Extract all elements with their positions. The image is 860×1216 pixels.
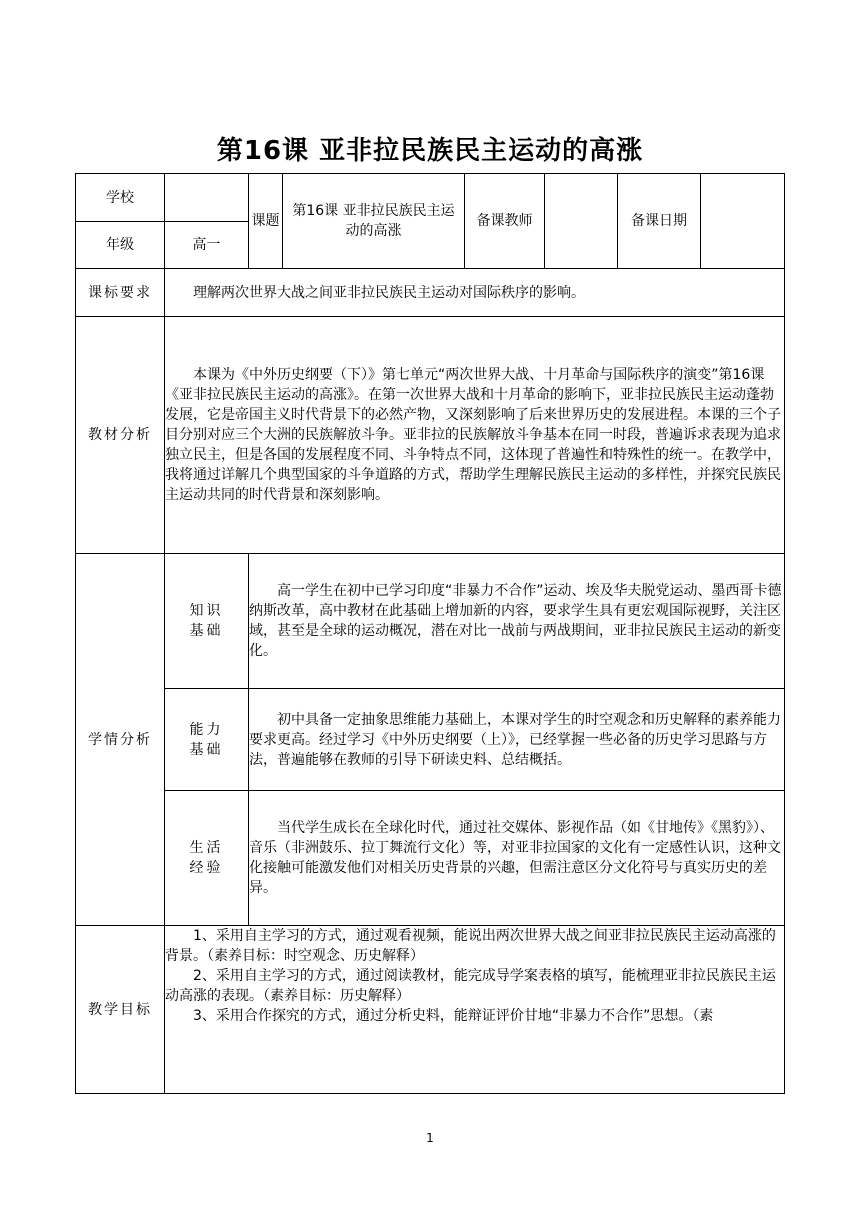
date-label: 备课日期: [618, 174, 701, 269]
curriculum-row: [76, 269, 785, 317]
topic-value: 第16课 亚非拉民族民主运动的高涨: [283, 174, 465, 269]
objectives-label: 教学目标: [76, 926, 165, 1094]
curriculum-label: 课标要求: [76, 269, 165, 317]
school-value: [165, 174, 249, 222]
grade-value: 高一: [165, 222, 249, 269]
students-label: 学情分析: [76, 554, 165, 926]
page-number: 1: [426, 1131, 434, 1145]
students-text-knowledge-cell: [249, 554, 785, 689]
curriculum-text: 理解两次世界大战之间亚非拉民族民主运动对国际秩序的影响。: [193, 284, 585, 301]
sub-line-2: 基础: [189, 741, 224, 758]
objective-item: 2、采用自主学习的方式，通过阅读教材，能完成导学案表格的填写，能梳理亚非拉民族民主运动高涨的表现。（素养目标：历史解释）: [165, 968, 776, 1004]
school-label: 学校: [76, 174, 165, 222]
objectives-row: [76, 926, 785, 1094]
students-text-ability: 初中具备一定抽象思维能力基础上，本课对学生的时空观念和历史解释的素养能力要求更高。经过学习《中外历史纲要（上）》，已经掌握一些必备的历史学习思路与方法，普遍能够在教师的引导下研读史料、总结概括。: [249, 711, 781, 768]
date-value: [701, 174, 785, 269]
lesson-plan-table: [75, 173, 785, 1094]
students-text-life: 当代学生成长在全球化时代，通过社交媒体、影视作品（如《甘地传》《黑豹》）、音乐（非洲鼓乐、拉丁舞流行文化）等，对亚非拉国家的文化有一定感性认识，这种文化接触可能激发他们对相关历史背景的兴趣，但需注意区分文化符号与真实历史的差异。: [249, 820, 781, 896]
textbook-cell: [165, 317, 785, 554]
objectives-cell: [165, 926, 785, 1094]
header-row-school: [76, 174, 785, 222]
topic-label: 课题: [249, 174, 283, 269]
sub-line-1: 生活: [189, 840, 224, 856]
students-row-knowledge: [76, 554, 785, 689]
objective-item: 1、采用自主学习的方式，通过观看视频，能说出两次世界大战之间亚非拉民族民主运动高涨的背景。（素养目标：时空观念、历史解释）: [165, 928, 776, 964]
sub-line-2: 基础: [189, 623, 224, 639]
objective-item: 3、采用合作探究的方式，通过分析史料，能辩证评价甘地“非暴力不合作”思想。（素: [193, 1008, 714, 1024]
textbook-row: [76, 317, 785, 554]
curriculum-cell: [165, 269, 785, 317]
textbook-text: 本课为《中外历史纲要（下）》第七单元“两次世界大战、十月革命与国际秩序的演变”第16课《亚非拉民族民主运动的高涨》。在第一次世界大战和十月革命的影响下，亚非拉民族民主运动蓬勃发展，它是帝国主义时代背景下的必然产物，又深刻影响了后来世界历史的发展进程。本课的三个子目分别对应三个大洲的民族解放斗争。亚非拉的民族解放斗争基本在同一时段，普遍诉求表现为追求独立民主，但是各国的发展程度不同、斗争特点不同，这体现了普遍性和特殊性的统一。在教学中，我将通过详解几个典型国家的斗争道路的方式，帮助学生理解民族民主运动的多样性，并探究民族民主运动共同的时代背景和深刻影响。: [165, 367, 781, 503]
grade-label: 年级: [76, 222, 165, 269]
teacher-label: 备课教师: [465, 174, 545, 269]
teacher-value: [545, 174, 618, 269]
students-text-ability-cell: [249, 689, 785, 791]
sub-line-2: 经验: [189, 860, 224, 876]
students-text-knowledge: 高一学生在初中已学习印度“非暴力不合作”运动、埃及华夫脱党运动、墨西哥卡德纳斯改革，高中教材在此基础上增加新的内容，要求学生具有更宏观国际视野，关注区域，甚至是全球的运动概况，潜在对比一战前与两战期间，亚非拉民族民主运动的新变化。: [249, 583, 782, 659]
sub-line-1: 能力: [189, 721, 224, 738]
students-row-life: [76, 791, 785, 926]
students-sub-knowledge: [165, 554, 249, 689]
students-sub-life: [165, 791, 249, 926]
page-title: 第16课 亚非拉民族民主运动的高涨: [216, 136, 644, 166]
sub-line-1: 知识: [189, 603, 224, 619]
students-text-life-cell: [249, 791, 785, 926]
textbook-label: 教材分析: [76, 317, 165, 554]
students-sub-ability: [165, 689, 249, 791]
students-row-ability: [76, 689, 785, 791]
